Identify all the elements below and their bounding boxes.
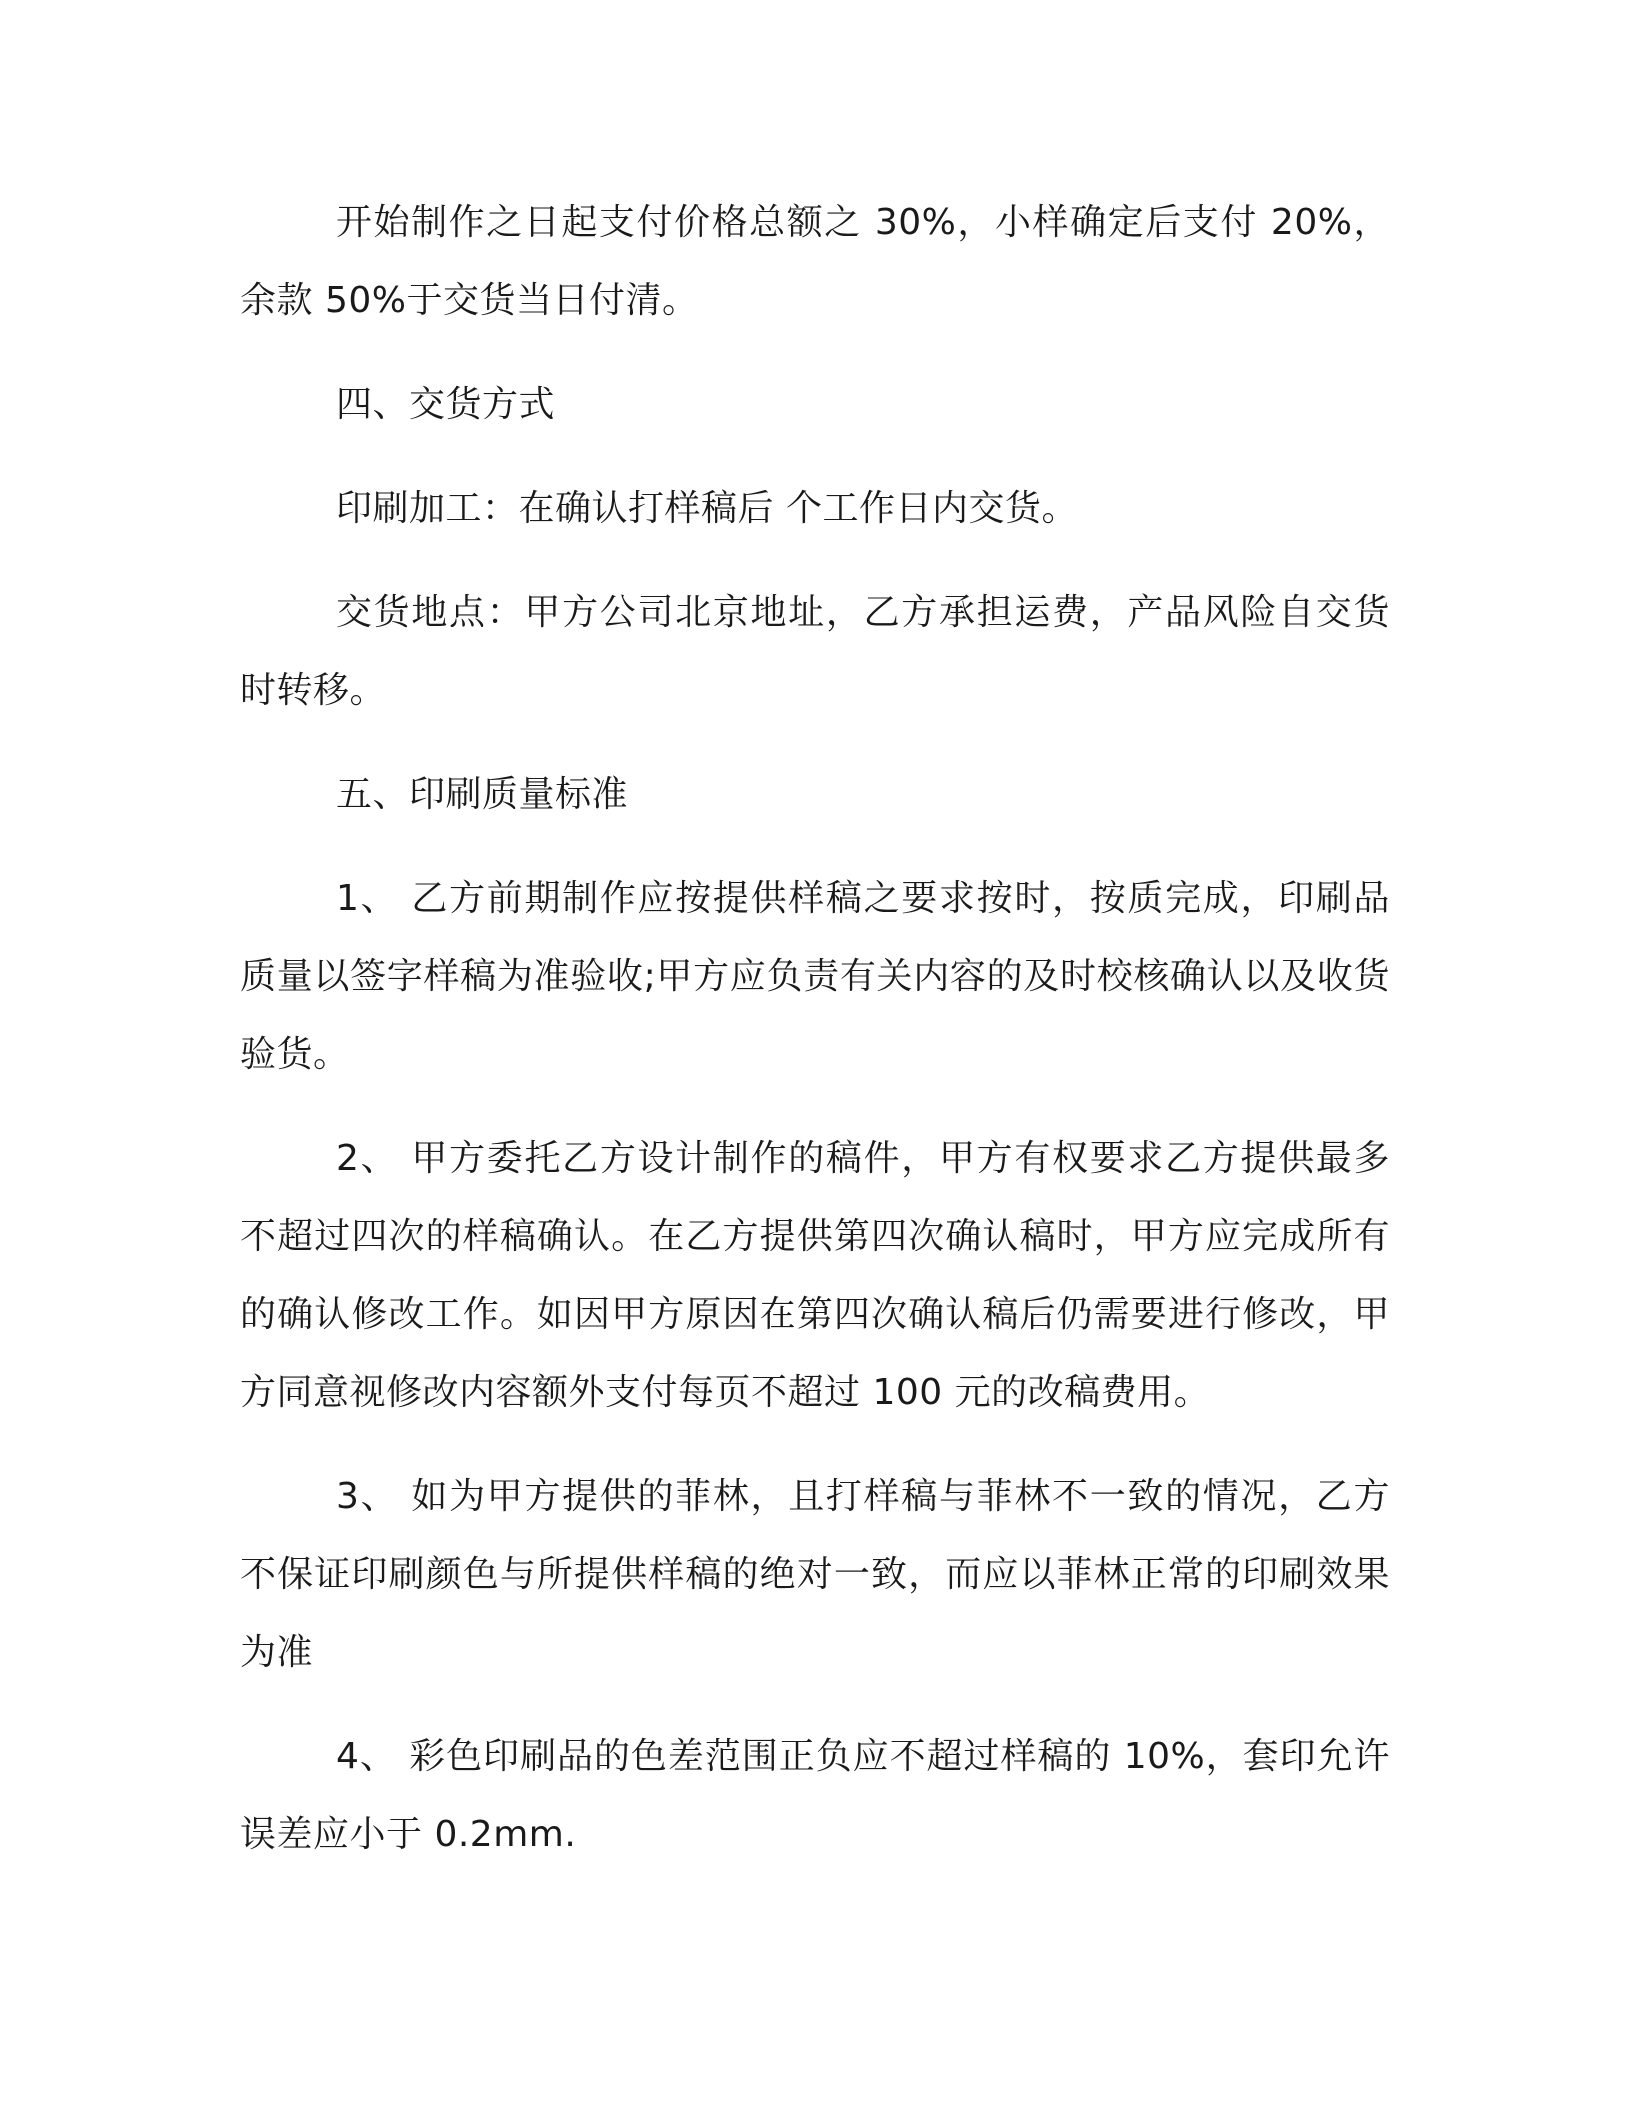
paragraph-quality-item-2: 2、 甲方委托乙方设计制作的稿件，甲方有权要求乙方提供最多不超过四次的样稿确认。在乙方提供第四次确认稿时，甲方应完成所有的确认修改工作。如因甲方原因在第四次确认稿后仍需要进行修改，甲方同意视修改内容额外支付每页不超过 100 元的改稿费用。: [240, 1138, 1390, 1413]
section-heading-delivery: 四、交货方式: [336, 384, 556, 425]
document-body: [240, 184, 1390, 1900]
paragraph-quality-item-1: 1、 乙方前期制作应按提供样稿之要求按时，按质完成，印刷品质量以签字样稿为准验收;甲方应负责有关内容的及时校核确认以及收货验货。: [240, 878, 1390, 1075]
paragraph-quality-item-3: 3、 如为甲方提供的菲林，且打样稿与菲林不一致的情况，乙方不保证印刷颜色与所提供样稿的绝对一致，而应以菲林正常的印刷效果为准: [240, 1476, 1390, 1673]
paragraph-delivery-location: 交货地点：甲方公司北京地址，乙方承担运费，产品风险自交货时转移。: [240, 592, 1390, 711]
section-heading-quality: 五、印刷质量标准: [336, 774, 629, 815]
paragraph-quality-item-4: 4、 彩色印刷品的色差范围正负应不超过样稿的 10%，套印允许误差应小于 0.2mm.: [240, 1736, 1390, 1855]
paragraph-payment-terms: 开始制作之日起支付价格总额之 30%，小样确定后支付 20%，余款 50%于交货当日付清。: [240, 202, 1390, 321]
paragraph-print-processing: 印刷加工：在确认打样稿后 个工作日内交货。: [336, 488, 1078, 529]
